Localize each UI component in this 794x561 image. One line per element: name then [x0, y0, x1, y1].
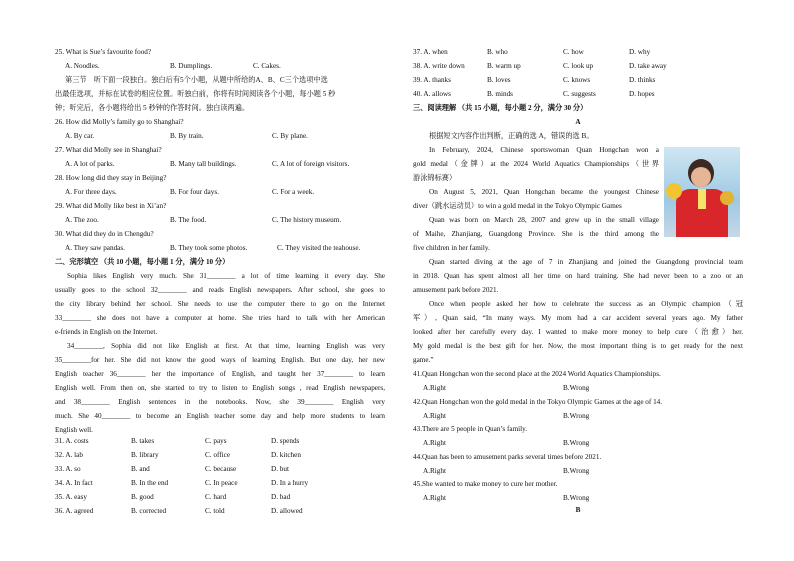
option-a: A.Right: [423, 494, 446, 502]
option-a: A.Right: [423, 384, 446, 392]
question-29: 29. What did Molly like best in Xi’an?: [55, 202, 167, 210]
passage-line: gold medal（金牌）at the 2024 World Aquatics Championships（世界: [413, 160, 659, 168]
question-option: 33. A. so: [55, 465, 81, 473]
true-false-question: 42.Quan Hongchan won the gold medal in the Tokyo Olympic Games at the age of 14.: [413, 397, 663, 406]
cloze-line: 33________ she does not have a computer at home. She tries hard to talk with her American: [55, 314, 385, 322]
question-27: 27. What did Molly see in Shanghai?: [55, 146, 162, 154]
true-false-question: 43.There are 5 people in Quan’s family.: [413, 425, 528, 433]
option-a: A. Noodles.: [65, 62, 100, 70]
option-b: B. For four days.: [170, 188, 219, 196]
option-b: B. They took some photos.: [170, 244, 248, 252]
passage-line: Once when people asked her how to celebrate the success as an Olympic champion（冠: [429, 300, 743, 308]
option: B. good: [131, 493, 154, 501]
option-b: B. The food.: [170, 216, 207, 224]
question-option: 38. A. write down: [413, 62, 465, 70]
question-option: 36. A. agreed: [55, 507, 94, 515]
passage-line: five children in her family.: [413, 244, 490, 252]
passage-line: On August 5, 2021, Quan Hongchan became the youngest Chinese: [429, 188, 659, 196]
section-heading: 三、阅读理解 （共 15 小题，每小题 2 分，满分 30 分）: [413, 104, 588, 112]
section-instruction: 出最佳选项，并标在试卷的相应位置。听独白前，你将有时间阅读各个小题，每小题 5 秒: [55, 90, 336, 98]
option-b: B.Wrong: [563, 466, 590, 475]
option-a: A. For three days.: [65, 188, 117, 196]
option-b: B. Many tall buildings.: [170, 160, 237, 168]
cloze-line: the city library behind her school. She needs to use the computer there to go on the Internet: [55, 300, 385, 308]
option: B. corrected: [131, 507, 167, 515]
option: C. look up: [563, 62, 594, 70]
option: D. take away: [629, 62, 667, 70]
true-false-question: 45.She wanted to make money to cure her mother.: [413, 480, 558, 488]
passage-line: game.”: [413, 356, 434, 364]
option-a: A. A lot of parks.: [65, 160, 115, 168]
option: C. how: [563, 48, 584, 56]
option: D. bad: [271, 493, 291, 501]
question-30: 30. What did they do in Chengdu?: [55, 230, 154, 238]
passage-line: amusement park before 2021.: [413, 286, 499, 294]
option: B. In the end: [131, 479, 169, 487]
option: D. hopes: [629, 90, 655, 98]
option: D. In a hurry: [271, 479, 309, 487]
option: D. why: [629, 48, 651, 56]
cloze-line: 35________for her. She did not know the good ways of learning English. But one day, her new: [55, 356, 385, 364]
question-option: 34. A. In fact: [55, 479, 93, 487]
option-c: C. By plane.: [272, 132, 308, 140]
true-false-question: 41.Quan Hongchan won the second place at the 2024 World Aquatics Championships.: [413, 370, 661, 378]
option-c: C. For a week.: [272, 188, 315, 196]
question-option: 37. A. when: [413, 48, 448, 56]
option-c: C. They visited the teahouse.: [277, 244, 361, 252]
cloze-line: English teacher 36________ her the importance of English, and taught her 37________ to learn: [55, 370, 385, 378]
option: B. warm up: [487, 62, 521, 70]
option-b: B.Wrong: [563, 411, 590, 420]
cloze-line: English well.: [55, 426, 93, 434]
passage-line: 游泳锦标赛）: [413, 174, 457, 182]
question-option: 31. A. costs: [55, 437, 89, 445]
option-b: B.Wrong: [563, 494, 590, 502]
cloze-line: and 38________ English sentences in the notebooks. Now, she 39________ English very: [55, 398, 385, 406]
question-28: 28. How long did they stay in Beijing?: [55, 174, 167, 182]
option: B. library: [131, 451, 159, 459]
question-26: 26. How did Molly’s family go to Shanghai?: [55, 118, 184, 126]
cloze-line: 34________, Sophia did not like English at first. At that time, learning English was very: [67, 342, 385, 350]
cloze-line: Sophia likes English very much. She 31________ a lot of time learning it every day. She: [67, 272, 385, 280]
option-a: A.Right: [423, 439, 446, 447]
option: B. loves: [487, 76, 511, 84]
option: C. In peace: [205, 479, 238, 487]
question-25: 25. What is Sue’s favourite food?: [55, 48, 152, 56]
option-b: B.Wrong: [563, 439, 590, 447]
question-option: 35. A. easy: [55, 493, 87, 501]
option: D. allowed: [271, 507, 303, 515]
section-heading: 二、完形填空 （共 10 小题，每小题 1 分，满分 10 分）: [55, 258, 230, 266]
part-label: A: [575, 118, 581, 126]
option: D. kitchen: [271, 451, 301, 459]
reading-instruction: 根据短文内容作出判断，正确的选 A，错误的选 B。: [429, 132, 594, 140]
true-false-question: 44.Quan has been to amusement parks several times before 2021.: [413, 452, 602, 461]
passage-line: Quan started diving at the age of 7 in Zhanjiang and joined the Guangdong provincial team: [429, 258, 743, 266]
option: C. office: [205, 451, 231, 459]
cloze-line: English well. From then on, she started to try to listen to English songs , read English newspapers,: [55, 384, 385, 392]
question-option: 32. A. lab: [55, 451, 83, 459]
option: D. spends: [271, 437, 300, 445]
option: D. thinks: [629, 76, 656, 84]
passage-line: of Maihe, Zhanjiang, Guangdong Province. She is the third among the: [413, 230, 659, 238]
athlete-photo: [664, 147, 740, 237]
option: C. knows: [563, 76, 591, 84]
passage-line: diver（跳水运动员）to win a gold medal in the Tokyo Olympic Games: [413, 202, 622, 210]
passage-line: Quan was born on March 28, 2007 and grew up in the small village: [429, 216, 659, 224]
cloze-line: much. She 40________ to become an English teacher some day and help more students to learn: [55, 412, 385, 420]
option: C. hard: [205, 493, 227, 501]
option: B. and: [131, 465, 150, 473]
option-c: C. Cakes.: [253, 62, 281, 70]
option-a: A. By car.: [65, 132, 95, 140]
passage-line: looked after her carefully every day. I wanted to make more money to help cure（治愈）her.: [413, 328, 743, 336]
option-a: A.Right: [423, 411, 446, 420]
cloze-line: usually goes to the school 32________ and reads English newspapers. After school, she goes to: [55, 286, 385, 294]
option-c: C. The history museum.: [272, 216, 342, 224]
passage-line: My gold medal is the best gift for her. Now, the most important thing is to get ready for the next: [413, 342, 743, 350]
passage-line: In February, 2024, Chinese sportswoman Quan Hongchan won a: [429, 146, 659, 154]
option: C. because: [205, 465, 237, 473]
option: B. who: [487, 48, 508, 56]
option-a: A. They saw pandas.: [65, 244, 125, 252]
question-option: 39. A. thanks: [413, 76, 451, 84]
option: C. pays: [205, 437, 227, 445]
option-b: B. Dumplings.: [170, 62, 213, 70]
part-label: B: [575, 506, 581, 514]
section-instruction: 第三节 听下面一段独白。独白后有5个小题，从题中所给的A、B、C三个选项中选: [65, 76, 328, 84]
option: C. told: [205, 507, 225, 515]
passage-line: in 2018. Quan has spent almost all her time on hard training. She had never been to a zoo or an: [413, 272, 743, 280]
option-c: C. A lot of foreign visitors.: [272, 160, 350, 168]
section-instruction: 钟；听完后，各小题将给出 5 秒钟的作答时间。独白读两遍。: [55, 104, 250, 112]
option: C. suggests: [563, 90, 596, 98]
option-a: A.Right: [423, 466, 446, 475]
option: B. minds: [487, 90, 513, 98]
cloze-line: e-friends in English on the Internet.: [55, 328, 158, 336]
option: B. takes: [131, 437, 155, 445]
option-b: B.Wrong: [563, 384, 590, 392]
option: D. but: [271, 465, 289, 473]
option-a: A. The zoo.: [65, 216, 99, 224]
option-b: B. By train.: [170, 132, 204, 140]
passage-line: 军）, Quan said, “In many ways. My mom had a car accident several years ago. My father: [413, 314, 743, 322]
question-option: 40. A. allows: [413, 90, 451, 98]
